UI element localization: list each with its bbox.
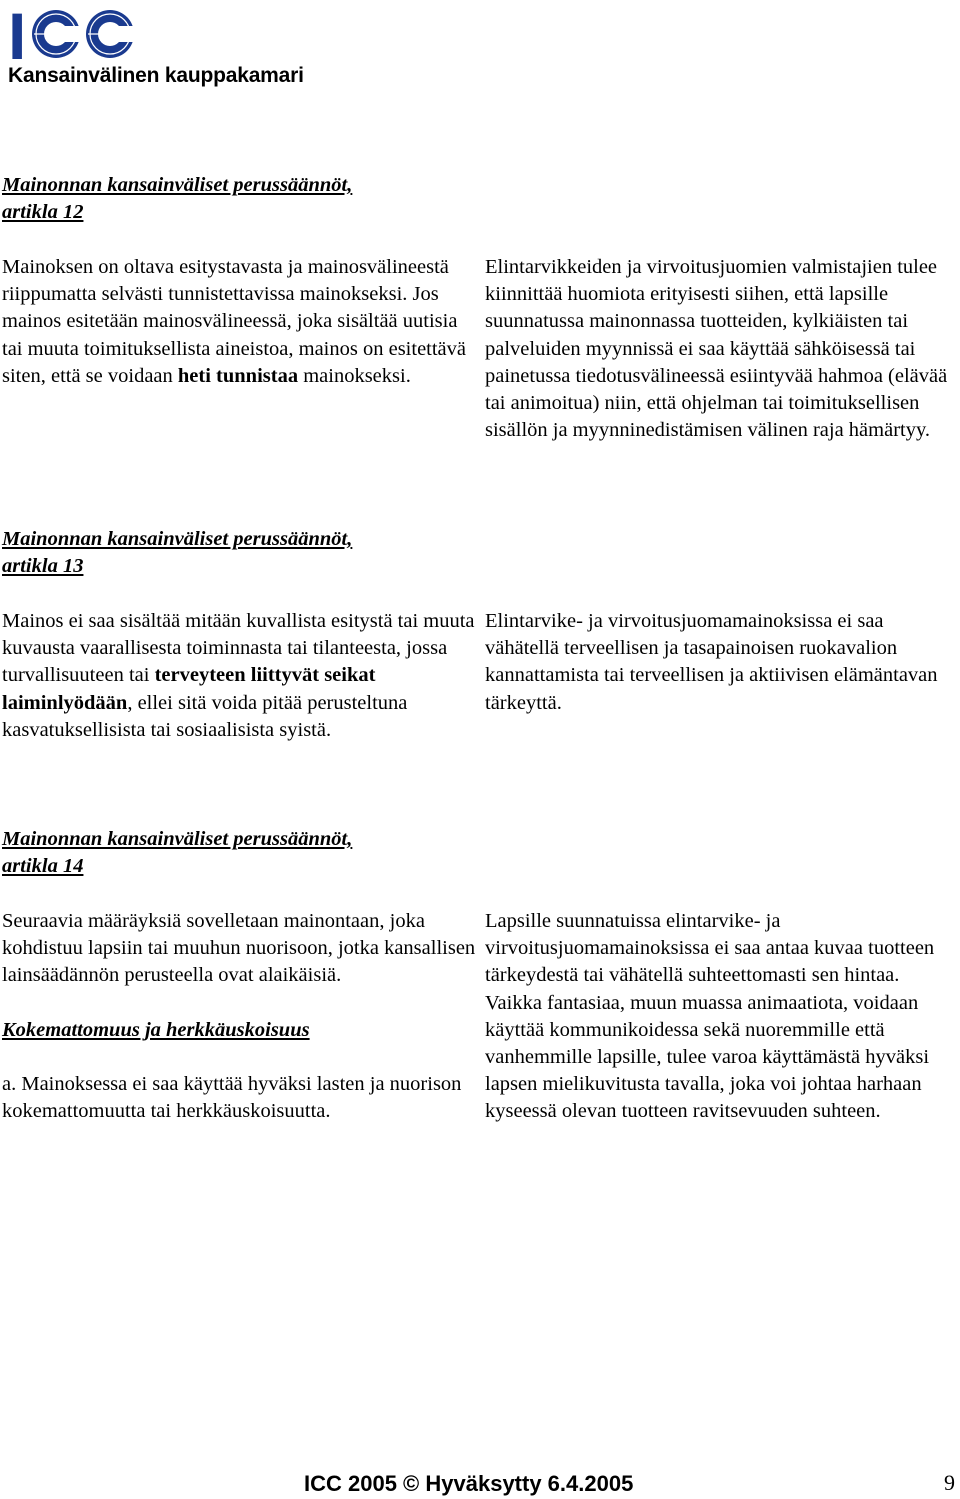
heading-line: Mainonnan kansainväliset perussäännöt, — [2, 174, 353, 196]
paragraph-text: Mainoksen on oltava esitystavasta ja mainosvälineestä riippumatta selvästi tunnistettavissa mainokseksi. Jos mainos esitetään mainosvälineessä, joka sisältää uutisia tai muuta toimituksellista aineistoa, mainos on esitettävä siten, että se voidaan — [2, 256, 467, 387]
icc-logo — [8, 4, 138, 67]
paragraph-text: , ellei sitä voida pitää perusteltuna kasvatuksellisista tai sosiaalisista syistä. — [2, 691, 408, 741]
footer-approval: ICC 2005 © Hyväksytty 6.4.2005 — [304, 1471, 634, 1496]
paragraph-text: mainokseksi. — [298, 364, 411, 387]
svg-text:I: I — [8, 4, 24, 62]
paragraph-text: a. Mainoksessa ei saa käyttää hyväksi lasten ja nuorison kokemattomuutta tai herkkäuskoisuutta. — [2, 1072, 462, 1123]
bold-text: heti tunnistaa — [177, 364, 299, 387]
paragraph-text: Elintarvikkeiden ja virvoitusjuomien valmistajien tulee kiinnittää huomiota erityisesti siihen, että lapsille suunnatussa mainonnassa tuotteiden, kylkiäisten tai palveluiden myynnissä ei saa käyttää sähköisessä tai painetussa tiedotusvälineessä esiintyvää hahmoa (elävää tai animoitua) niin, että ohjelman tai toimituksellisen sisällön ja myynninedistämisen välinen raja hämärtyy. — [485, 256, 948, 442]
heading-line: Mainonnan kansainväliset perussäännöt, — [2, 828, 353, 850]
section-heading-artikla-14 — [2, 826, 477, 880]
article-13-text — [2, 608, 477, 744]
paragraph-text: Elintarvike- ja virvoitusjuomamainoksissa ei saa vähätellä terveellisen ja tasapainoisen ruokavalion kannattamista tai terveellisen ja aktiivisen elämäntavan tärkeyttä. — [485, 610, 938, 714]
paragraph-text: Seuraavia määräyksiä sovelletaan mainontaan, joka kohdistuu lapsiin tai muuhun nuorisoon, jotka kansallisen lainsäädännön perusteella ovat alaikäisiä. — [2, 910, 476, 987]
article-12-commentary — [485, 254, 955, 444]
page-number: 9 — [944, 1470, 955, 1495]
organization-name: Kansainvälinen kauppakamari — [8, 64, 304, 87]
article-13-commentary — [485, 608, 955, 717]
section-heading-artikla-13 — [2, 526, 477, 580]
heading-line: artikla 14 — [2, 855, 84, 878]
subheading-kokemattomuus: Kokemattomuus ja herkkäuskoisuus — [2, 1018, 310, 1041]
bold-text: terveyteen liittyvät seikat laiminlyödään — [2, 664, 376, 714]
heading-line: artikla 13 — [2, 555, 84, 578]
paragraph-text: Mainos ei saa sisältää mitään kuvallista esitystä tai muuta kuvausta vaarallisesta toiminnasta tai tilanteesta, jossa turvallisuuteen tai — [2, 610, 475, 687]
paragraph-text: Lapsille suunnatuissa elintarvike- ja virvoitusjuomamainoksissa ei saa antaa kuvaa tuotteen tärkeydestä tai vähätellä suhteettomasti sen hintaa. — [485, 910, 935, 987]
icc-logo-icon — [8, 4, 138, 62]
heading-line: Mainonnan kansainväliset perussäännöt, — [2, 528, 353, 550]
article-14-commentary — [485, 908, 955, 1126]
article-14-text — [2, 908, 477, 1125]
article-12-text — [2, 254, 477, 390]
paragraph-text: Vaikka fantasiaa, muun muassa animaatiota, voidaan käyttää kommunikoidessa sekä nuoremmille että vanhemmille lapsille, tulee varoa käyttämästä hyväksi lapsen mielikuvitusta tavalla, joka voi johtaa harhaan kyseessä olevan tuotteen ravitsevuuden suhteen. — [485, 991, 930, 1123]
section-heading-artikla-12 — [2, 172, 477, 226]
heading-line: artikla 12 — [2, 201, 84, 224]
